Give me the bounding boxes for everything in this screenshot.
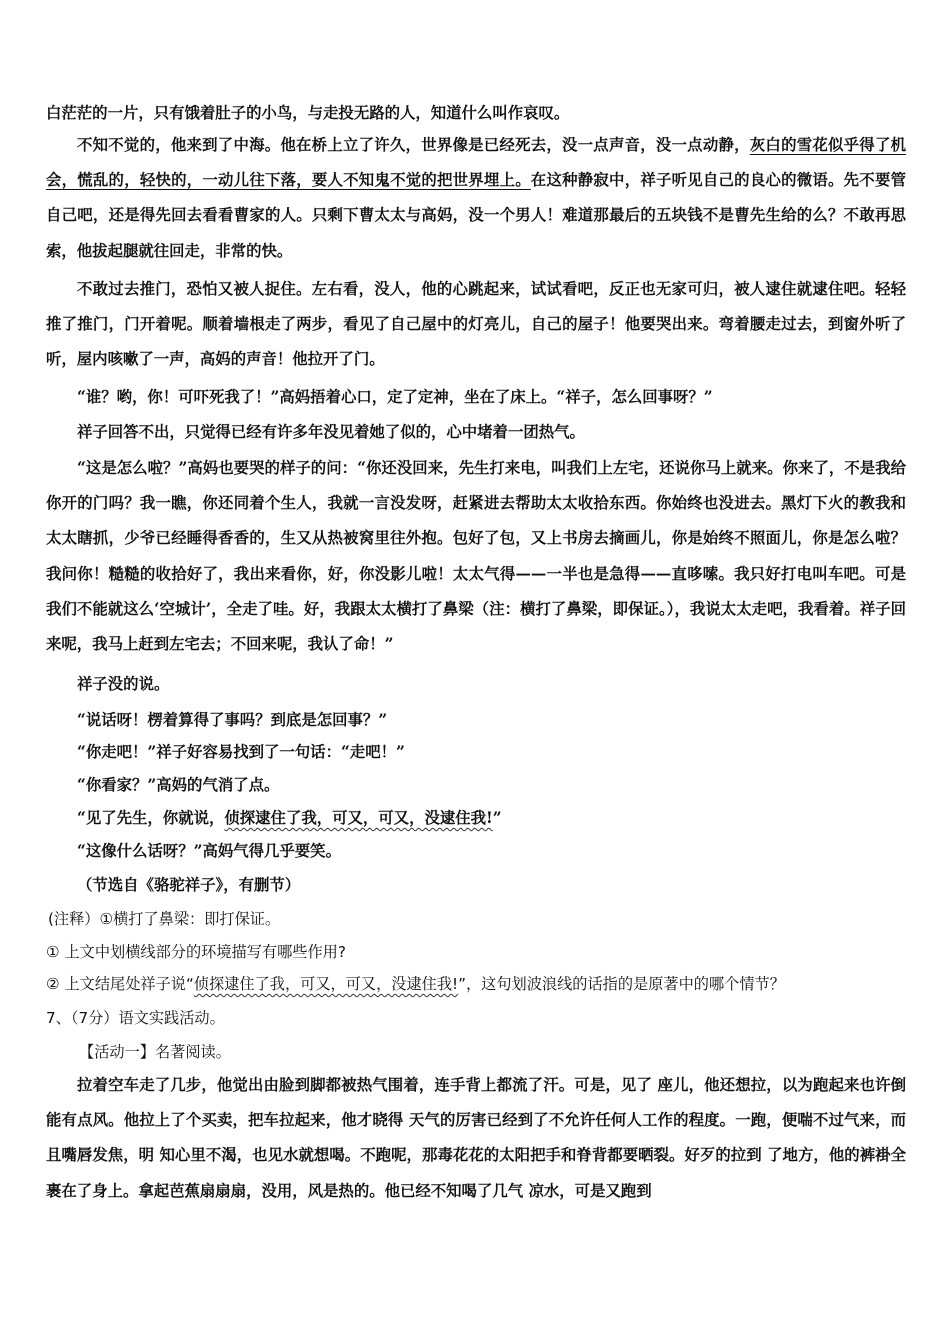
question-2-text: ② 上文结尾处祥子说“ [46,975,194,993]
question-2-wavy-quote: 侦探逮住了我，可又，可又，没逮住我! [193,975,459,993]
paragraph-11-close-quote: ” [492,809,502,827]
paragraph-novel-excerpt: 拉着空车走了几步，他觉出由脸到脚都被热气围着，连手背上都流了汗。可是，见了 座儿，他还想拉，以为跑起来也许倒能有点风。他拉上了个买卖，把车拉起来，他才晓得 天气的厉害已经到了不允许任何人工作的程度。一跑，便喘不过气来，而且嘴唇发焦，明 知心里不渴，也见水就想喝。不跑呢，那毒花花的太阳把手和脊背都要晒裂。好歹的拉到 了地方，他的裤褂全裹在了身上。拿起芭蕉扇扇扇，没用，风是热的。他已经不知喝了几气 凉水，可是又跑到 [46,1076,906,1200]
paragraph-7: 祥子没的说。 [77,675,170,693]
underlined-environment-description: 灰白的雪花似乎得了机会，慌乱的，轻快的，一动儿往下落，要人不知鬼不觉的把世界埋上。 [46,136,906,190]
wavy-underlined-quote: 侦探逮住了我，可又，可又，没逮住我! [224,809,493,827]
question-7-heading: 7、（7分）语文实践活动。 [46,1009,225,1027]
annotation-note: (注释）①横打了鼻梁：即打保证。 [48,910,281,928]
paragraph-5: 祥子回答不出，只觉得已经有许多年没见着她了似的，心中堵着一团热气。 [77,423,585,441]
paragraph-2-text: 不知不觉的，他来到了中海。他在桥上立了许久，世界像是已经死去，没一点声音，没一点动静， [77,136,750,154]
paragraph-intro-end: 白茫茫的一片，只有饿着肚子的小鸟，与走投无路的人，知道什么叫作哀叹。 [46,104,570,122]
question-1: ① 上文中划横线部分的环境描写有哪些作用? [46,943,346,961]
activity-1-heading: 【活动一】名著阅读。 [79,1043,231,1061]
paragraph-12: “这像什么话呀？”高妈气得几乎要笑。 [77,842,341,860]
paragraph-2-text-after: 在这种静寂中，祥子听见自己的良心的微语。先不要管自己吧，还是得先回去看看曹家的人。只剩下曹太太与高妈，没一个男人！难道那最后的五块钱不是曹先生给的么？不敢再思索，他拔起腿就往回走，非常的快。 [46,171,906,260]
question-2 [46,969,785,999]
paragraph-11-text: “见了先生，你就说， [77,809,225,827]
paragraph-6: “这是怎么啦？”高妈也要哭的样子的问：“你还没回来，先生打来电，叫我们上左宅，还说你马上就来。你来了，不是我给你开的门吗？我一瞧，你还同着个生人，我就一言没发呀，赶紧进去帮助太太收拾东西。你始终也没进去。黑灯下火的教我和太太瞎抓，少爷已经睡得香香的，生又从热被窝里往外抱。包好了包，又上书房去摘画儿，你是始终不照面儿，你是怎么啦？我问你！糙糙的收拾好了，我出来看你，好，你没影儿啦！太太气得——一半也是急得——直哆嗦。我只好打电叫车吧。可是我们不能就这么‘空城计’，全走了哇。好，我跟太太横打了鼻梁（注：横打了鼻梁，即保证。），我说太太走吧，我看着。祥子回来呢，我马上赶到左宅去；不回来呢，我认了命！” [46,459,906,654]
paragraph-11 [46,801,906,836]
paragraph-8: “说话呀！楞着算得了事吗？到底是怎回事？” [77,711,388,729]
paragraph-10: “你看家？”高妈的气消了点。 [77,776,280,794]
paragraph-3: 不敢过去推门，恐怕又被人捉住。左右看，没人，他的心跳起来，试试看吧，反正也无家可归，被人逮住就逮住吧。轻轻推了推门，门开着呢。顺着墙根走了两步，看见了自己屋中的灯亮儿，自己的屋子！他要哭出来。弯着腰走过去，到窗外听了听，屋内咳嗽了一声，高妈的声音！他拉开了门。 [46,280,906,369]
source-citation: （节选自《骆驼祥子》，有删节） [77,876,301,894]
paragraph-2 [46,128,906,269]
paragraph-9: “你走吧！”祥子好容易找到了一句话：“走吧！” [77,743,405,761]
paragraph-4: “谁？哟，你！可吓死我了！”高妈捂着心口，定了定神，坐在了床上。“祥子，怎么回事呀？” [77,388,713,406]
question-2-text-after: ”，这句划波浪线的话指的是原著中的哪个情节？ [458,975,785,993]
